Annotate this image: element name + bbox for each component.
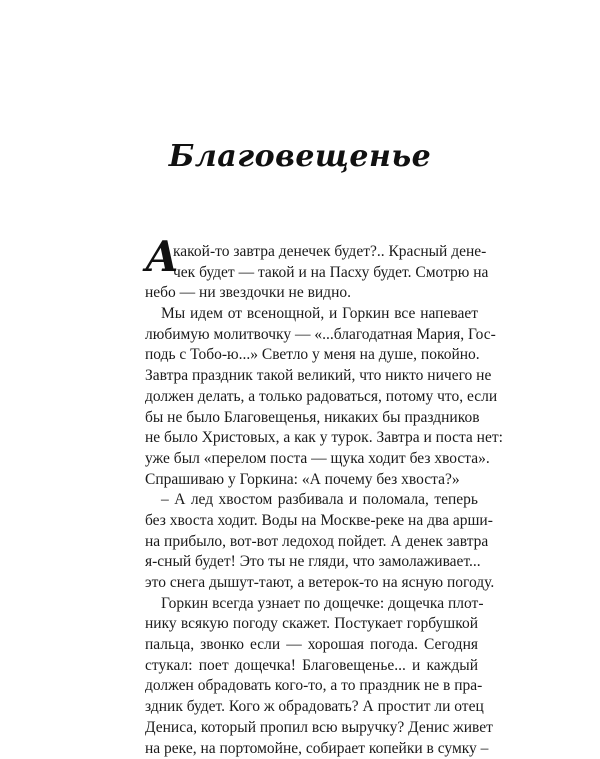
text-line: – А лед хвостом разбивала и поломала, теперь [145,490,478,511]
text-line: Завтра праздник такой великий, что никто ничего не [145,366,478,387]
text-line: уже был «перелом поста — щука ходит без хвоста». [145,449,478,470]
text-line: бы не было Благовещенья, никаких бы праздников [145,408,478,429]
text-line: Спрашиваю у Горкина: «А почему без хвоста?» [145,470,478,491]
text-line: на прибыло, вот-вот ледоход пойдет. А денек завтра [145,532,478,553]
text-line: должен делать, а только радоваться, потому что, если [145,387,478,408]
drop-cap: А [145,236,179,278]
text-line: это снега дышут-тают, а ветерок-то на ясную погоду. [145,573,478,594]
text-line: Дениса, который пропил всю выручку? Денис живет [145,718,478,739]
text-line: Горкин всегда узнает по дощечке: дощечка плот- [145,594,478,615]
chapter-title: Благовещенье [0,137,600,177]
text-line: чек будет — такой и на Пасху будет. Смотрю на [145,263,478,284]
text-line: на реке, на портомойне, собирает копейки в сумку – [145,739,478,759]
text-line: здник будет. Кого ж обрадовать? А простит ли отец [145,697,478,718]
text-line: небо — ни звездочки не видно. [145,283,478,304]
text-line: я-сный будет! Это ты не гляди, что замолаживает... [145,552,478,573]
text-line: стукал: поет дощечка! Благовещенье... и каждый [145,656,478,677]
chapter-body [145,242,478,759]
text-line: какой-то завтра денечек будет?.. Красный дене- [145,242,478,263]
text-line: нику всякую погоду скажет. Постукает горбушкой [145,614,478,635]
text-line: пальца, звонко если — хорошая погода. Сегодня [145,635,478,656]
text-line: не было Христовых, а как у турок. Завтра и поста нет: [145,428,478,449]
text-line: должен обрадовать кого-то, а то праздник не в пра- [145,676,478,697]
text-line: Мы идем от всенощной, и Горкин все напевает [145,304,478,325]
text-line: без хвоста ходит. Воды на Москве-реке на два арши- [145,511,478,532]
text-line: любимую молитвочку — «...благодатная Мария, Гос- [145,325,478,346]
text-line: подь с Тобо-ю...» Светло у меня на душе, покойно. [145,345,478,366]
